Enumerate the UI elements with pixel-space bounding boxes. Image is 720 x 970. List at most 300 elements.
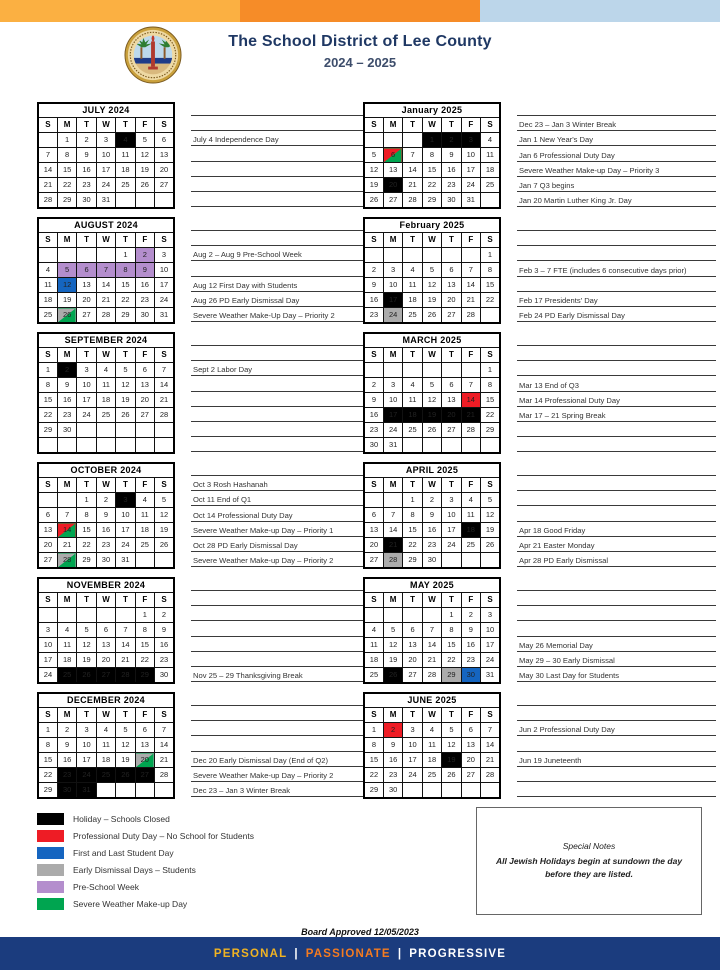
day-cell: 28 bbox=[461, 423, 480, 438]
day-cell: 13 bbox=[135, 738, 154, 753]
weekday-header: F bbox=[461, 708, 480, 723]
day-cell: 21 bbox=[38, 178, 57, 193]
day-cell: 20 bbox=[155, 163, 174, 178]
weekday-header: T bbox=[116, 233, 135, 248]
annotation-line: Oct 11 End of Q1 bbox=[191, 491, 363, 506]
empty-cell bbox=[96, 438, 115, 454]
ruled-line bbox=[191, 652, 363, 667]
day-cell: 26 bbox=[155, 538, 174, 553]
weekday-header: S bbox=[364, 708, 383, 723]
day-cell: 15 bbox=[38, 753, 57, 768]
day-cell: 31 bbox=[96, 193, 115, 209]
ruled-line bbox=[517, 361, 716, 376]
day-cell: 6 bbox=[135, 363, 154, 378]
day-cell: 15 bbox=[116, 278, 135, 293]
day-cell: 20 bbox=[364, 538, 383, 553]
ruled-line bbox=[191, 422, 363, 437]
month-title: JUNE 2025 bbox=[364, 693, 500, 708]
month-block-january-2025 bbox=[363, 102, 716, 209]
ruled-line bbox=[191, 376, 363, 391]
footer-word: | bbox=[294, 947, 299, 960]
calendar-table-february-2025 bbox=[363, 217, 501, 324]
month-title: NOVEMBER 2024 bbox=[38, 578, 174, 593]
day-cell: 2 bbox=[96, 493, 115, 508]
empty-cell bbox=[461, 553, 480, 569]
day-cell: 14 bbox=[38, 163, 57, 178]
weekday-header: S bbox=[481, 478, 500, 493]
day-cell: 21 bbox=[422, 653, 441, 668]
annotation-line: Apr 18 Good Friday bbox=[517, 522, 716, 537]
day-cell: 12 bbox=[383, 638, 402, 653]
day-cell: 4 bbox=[135, 493, 154, 508]
day-cell: 24 bbox=[461, 178, 480, 193]
day-cell: 17 bbox=[116, 523, 135, 538]
day-cell: 3 bbox=[38, 623, 57, 638]
day-cell: 30 bbox=[461, 668, 480, 684]
weekday-header: S bbox=[364, 478, 383, 493]
day-cell: 25 bbox=[38, 308, 57, 324]
day-cell: 30 bbox=[383, 783, 402, 799]
legend-item bbox=[37, 881, 476, 893]
day-cell: 23 bbox=[155, 653, 174, 668]
calendar-table-august-2024 bbox=[37, 217, 175, 324]
day-cell: 23 bbox=[383, 768, 402, 783]
day-cell: 14 bbox=[383, 523, 402, 538]
weekday-header: T bbox=[116, 478, 135, 493]
day-cell: 17 bbox=[461, 163, 480, 178]
day-cell: 3 bbox=[116, 493, 135, 508]
day-cell: 27 bbox=[135, 768, 154, 783]
weekday-header: T bbox=[116, 708, 135, 723]
day-cell: 14 bbox=[116, 638, 135, 653]
empty-cell bbox=[96, 608, 115, 623]
day-cell: 25 bbox=[116, 178, 135, 193]
day-cell: 23 bbox=[96, 538, 115, 553]
day-cell: 14 bbox=[422, 638, 441, 653]
day-cell: 20 bbox=[135, 393, 154, 408]
day-cell: 15 bbox=[57, 163, 76, 178]
day-cell: 15 bbox=[135, 638, 154, 653]
day-cell: 22 bbox=[135, 653, 154, 668]
day-cell: 4 bbox=[364, 623, 383, 638]
day-cell: 1 bbox=[481, 363, 500, 378]
day-cell: 25 bbox=[481, 178, 500, 193]
weekday-header: M bbox=[383, 478, 402, 493]
day-cell: 22 bbox=[38, 768, 57, 783]
day-cell: 25 bbox=[96, 408, 115, 423]
weekday-header: T bbox=[442, 348, 461, 363]
day-cell: 5 bbox=[422, 378, 441, 393]
empty-cell bbox=[96, 248, 115, 263]
weekday-header: T bbox=[403, 233, 422, 248]
day-cell: 12 bbox=[135, 148, 154, 163]
day-cell: 4 bbox=[422, 723, 441, 738]
day-cell: 16 bbox=[77, 163, 96, 178]
empty-cell bbox=[155, 193, 174, 209]
day-cell: 10 bbox=[96, 148, 115, 163]
footer-motto bbox=[214, 948, 506, 960]
weekday-header: T bbox=[77, 118, 96, 133]
day-cell: 12 bbox=[155, 508, 174, 523]
day-cell: 7 bbox=[422, 623, 441, 638]
footer-word: PERSONAL bbox=[213, 947, 288, 960]
day-cell: 11 bbox=[422, 738, 441, 753]
day-cell: 9 bbox=[155, 623, 174, 638]
day-cell: 22 bbox=[422, 178, 441, 193]
day-cell: 24 bbox=[383, 423, 402, 438]
weekday-header: W bbox=[422, 348, 441, 363]
day-cell: 26 bbox=[116, 408, 135, 423]
month-annotations-december-2024 bbox=[191, 705, 363, 799]
day-cell: 15 bbox=[77, 523, 96, 538]
empty-cell bbox=[403, 133, 422, 148]
day-cell: 21 bbox=[383, 538, 402, 553]
day-cell: 17 bbox=[383, 293, 402, 308]
empty-cell bbox=[135, 438, 154, 454]
day-cell: 18 bbox=[422, 753, 441, 768]
day-cell: 28 bbox=[155, 768, 174, 783]
day-cell: 5 bbox=[77, 623, 96, 638]
month-title: SEPTEMBER 2024 bbox=[38, 333, 174, 348]
day-cell: 19 bbox=[442, 753, 461, 768]
month-annotations-february-2025 bbox=[517, 230, 716, 324]
ruled-line bbox=[191, 116, 363, 131]
month-block-april-2025 bbox=[363, 462, 716, 569]
ruled-line bbox=[191, 392, 363, 407]
day-cell: 13 bbox=[442, 278, 461, 293]
weekday-header: W bbox=[422, 233, 441, 248]
weekday-header: T bbox=[77, 593, 96, 608]
annotation-line: Dec 23 – Jan 3 Winter Break bbox=[517, 116, 716, 131]
empty-cell bbox=[481, 438, 500, 454]
day-cell: 25 bbox=[364, 668, 383, 684]
day-cell: 8 bbox=[38, 738, 57, 753]
day-cell: 8 bbox=[77, 508, 96, 523]
day-cell: 17 bbox=[155, 278, 174, 293]
annotation-line: Dec 23 – Jan 3 Winter Break bbox=[191, 782, 363, 797]
ruled-line bbox=[191, 192, 363, 207]
day-cell: 7 bbox=[96, 263, 115, 278]
day-cell: 17 bbox=[96, 163, 115, 178]
weekday-header: S bbox=[364, 593, 383, 608]
weekday-header: T bbox=[116, 593, 135, 608]
ruled-line bbox=[517, 506, 716, 521]
day-cell: 20 bbox=[442, 408, 461, 423]
annotation-line: Apr 28 PD Early Dismissal bbox=[517, 552, 716, 567]
annotation-line: Aug 26 PD Early Dismissal Day bbox=[191, 292, 363, 307]
day-cell: 3 bbox=[77, 363, 96, 378]
day-cell: 9 bbox=[461, 623, 480, 638]
empty-cell bbox=[57, 248, 76, 263]
annotation-line: May 30 Last Day for Students bbox=[517, 667, 716, 682]
day-cell: 5 bbox=[442, 723, 461, 738]
day-cell: 13 bbox=[364, 523, 383, 538]
legend-swatch-icon bbox=[37, 830, 64, 842]
day-cell: 16 bbox=[57, 753, 76, 768]
day-cell: 10 bbox=[481, 623, 500, 638]
day-cell: 12 bbox=[422, 278, 441, 293]
day-cell: 28 bbox=[461, 308, 480, 324]
day-cell: 20 bbox=[38, 538, 57, 553]
day-cell: 11 bbox=[481, 148, 500, 163]
annotation-line: Jun 2 Professional Duty Day bbox=[517, 721, 716, 736]
annotation-line: Nov 25 – 29 Thanksgiving Break bbox=[191, 667, 363, 682]
day-cell: 22 bbox=[481, 408, 500, 423]
legend-label: Pre-School Week bbox=[73, 882, 139, 892]
weekday-header: T bbox=[442, 593, 461, 608]
day-cell: 13 bbox=[38, 523, 57, 538]
footer-word: | bbox=[397, 947, 403, 960]
month-title: DECEMBER 2024 bbox=[38, 693, 174, 708]
empty-cell bbox=[135, 423, 154, 438]
day-cell: 19 bbox=[422, 293, 441, 308]
day-cell: 18 bbox=[135, 523, 154, 538]
day-cell: 5 bbox=[155, 493, 174, 508]
calendar-table-november-2024 bbox=[37, 577, 175, 684]
day-cell: 26 bbox=[422, 308, 441, 324]
ruled-line bbox=[191, 736, 363, 751]
day-cell: 12 bbox=[116, 378, 135, 393]
ruled-line bbox=[191, 407, 363, 422]
empty-cell bbox=[403, 248, 422, 263]
day-cell: 28 bbox=[403, 193, 422, 209]
day-cell: 21 bbox=[461, 408, 480, 423]
empty-cell bbox=[442, 248, 461, 263]
day-cell: 6 bbox=[96, 623, 115, 638]
empty-cell bbox=[403, 363, 422, 378]
day-cell: 25 bbox=[403, 423, 422, 438]
day-cell: 9 bbox=[364, 393, 383, 408]
day-cell: 25 bbox=[96, 768, 115, 783]
day-cell: 26 bbox=[116, 768, 135, 783]
day-cell: 9 bbox=[383, 738, 402, 753]
weekday-header: T bbox=[403, 348, 422, 363]
day-cell: 19 bbox=[57, 293, 76, 308]
day-cell: 16 bbox=[57, 393, 76, 408]
day-cell: 5 bbox=[116, 363, 135, 378]
day-cell: 11 bbox=[461, 508, 480, 523]
day-cell: 31 bbox=[481, 668, 500, 684]
day-cell: 27 bbox=[38, 553, 57, 569]
empty-cell bbox=[383, 133, 402, 148]
empty-cell bbox=[422, 608, 441, 623]
day-cell: 6 bbox=[403, 623, 422, 638]
day-cell: 15 bbox=[38, 393, 57, 408]
day-cell: 1 bbox=[422, 133, 441, 148]
day-cell: 2 bbox=[364, 378, 383, 393]
day-cell: 3 bbox=[96, 133, 115, 148]
day-cell: 28 bbox=[481, 768, 500, 783]
month-annotations-march-2025 bbox=[517, 345, 716, 454]
legend-label: Holiday – Schools Closed bbox=[73, 814, 170, 824]
day-cell: 17 bbox=[403, 753, 422, 768]
day-cell: 20 bbox=[442, 293, 461, 308]
month-title: JULY 2024 bbox=[38, 103, 174, 118]
day-cell: 8 bbox=[481, 263, 500, 278]
empty-cell bbox=[57, 493, 76, 508]
special-notes-box bbox=[476, 807, 702, 915]
day-cell: 23 bbox=[57, 768, 76, 783]
day-cell: 4 bbox=[116, 133, 135, 148]
day-cell: 2 bbox=[77, 133, 96, 148]
ruled-line bbox=[517, 476, 716, 491]
day-cell: 13 bbox=[96, 638, 115, 653]
annotation-line: Feb 24 PD Early Dismissal Day bbox=[517, 307, 716, 322]
empty-cell bbox=[481, 308, 500, 324]
calendar-table-april-2025 bbox=[363, 462, 501, 569]
annotation-line: Jan 6 Professional Duty Day bbox=[517, 146, 716, 161]
weekday-header: W bbox=[96, 708, 115, 723]
day-cell: 24 bbox=[155, 293, 174, 308]
empty-cell bbox=[481, 783, 500, 799]
day-cell: 10 bbox=[38, 638, 57, 653]
ruled-line bbox=[517, 782, 716, 797]
day-cell: 24 bbox=[38, 668, 57, 684]
empty-cell bbox=[77, 423, 96, 438]
day-cell: 6 bbox=[383, 148, 402, 163]
weekday-header: W bbox=[96, 593, 115, 608]
empty-cell bbox=[442, 553, 461, 569]
ruled-line bbox=[191, 231, 363, 246]
weekday-header: M bbox=[383, 348, 402, 363]
day-cell: 9 bbox=[135, 263, 154, 278]
day-cell: 16 bbox=[364, 408, 383, 423]
legend-swatch-icon bbox=[37, 881, 64, 893]
empty-cell bbox=[38, 438, 57, 454]
annotation-line: Feb 17 Presidents' Day bbox=[517, 292, 716, 307]
empty-cell bbox=[422, 363, 441, 378]
day-cell: 8 bbox=[442, 623, 461, 638]
day-cell: 29 bbox=[77, 553, 96, 569]
day-cell: 15 bbox=[481, 278, 500, 293]
month-title: AUGUST 2024 bbox=[38, 218, 174, 233]
day-cell: 20 bbox=[383, 178, 402, 193]
empty-cell bbox=[96, 423, 115, 438]
day-cell: 11 bbox=[96, 378, 115, 393]
day-cell: 17 bbox=[442, 523, 461, 538]
day-cell: 26 bbox=[77, 668, 96, 684]
ruled-line bbox=[517, 437, 716, 452]
day-cell: 30 bbox=[155, 668, 174, 684]
day-cell: 12 bbox=[77, 638, 96, 653]
weekday-header: F bbox=[135, 348, 154, 363]
day-cell: 12 bbox=[57, 278, 76, 293]
ruled-line bbox=[191, 706, 363, 721]
ruled-line bbox=[191, 591, 363, 606]
calendar-table-july-2024 bbox=[37, 102, 175, 209]
empty-cell bbox=[364, 493, 383, 508]
weekday-header: S bbox=[38, 118, 57, 133]
day-cell: 1 bbox=[364, 723, 383, 738]
month-annotations-august-2024 bbox=[191, 230, 363, 324]
day-cell: 10 bbox=[442, 508, 461, 523]
day-cell: 17 bbox=[38, 653, 57, 668]
annotation-line: Severe Weather Make-up Day – Priority 3 bbox=[517, 162, 716, 177]
month-block-july-2024 bbox=[37, 102, 363, 209]
weekday-header: F bbox=[461, 118, 480, 133]
day-cell: 3 bbox=[461, 133, 480, 148]
empty-cell bbox=[77, 248, 96, 263]
month-annotations-november-2024 bbox=[191, 590, 363, 684]
weekday-header: T bbox=[77, 708, 96, 723]
day-cell: 23 bbox=[364, 308, 383, 324]
day-cell: 5 bbox=[383, 623, 402, 638]
annotation-line: Oct 28 PD Early Dismissal Day bbox=[191, 537, 363, 552]
day-cell: 31 bbox=[461, 193, 480, 209]
day-cell: 6 bbox=[38, 508, 57, 523]
day-cell: 3 bbox=[403, 723, 422, 738]
day-cell: 2 bbox=[135, 248, 154, 263]
day-cell: 17 bbox=[77, 753, 96, 768]
day-cell: 26 bbox=[422, 423, 441, 438]
annotation-line: Mar 17 – 21 Spring Break bbox=[517, 407, 716, 422]
day-cell: 2 bbox=[442, 133, 461, 148]
day-cell: 31 bbox=[155, 308, 174, 324]
day-cell: 21 bbox=[481, 753, 500, 768]
weekday-header: W bbox=[422, 478, 441, 493]
day-cell: 7 bbox=[481, 723, 500, 738]
day-cell: 24 bbox=[383, 308, 402, 324]
calendar-table-june-2025 bbox=[363, 692, 501, 799]
empty-cell bbox=[422, 783, 441, 799]
day-cell: 12 bbox=[442, 738, 461, 753]
day-cell: 10 bbox=[461, 148, 480, 163]
day-cell: 14 bbox=[461, 278, 480, 293]
calendar-table-october-2024 bbox=[37, 462, 175, 569]
day-cell: 11 bbox=[96, 738, 115, 753]
day-cell: 26 bbox=[364, 193, 383, 209]
day-cell: 27 bbox=[461, 768, 480, 783]
day-cell: 24 bbox=[116, 538, 135, 553]
day-cell: 6 bbox=[77, 263, 96, 278]
day-cell: 27 bbox=[442, 308, 461, 324]
day-cell: 29 bbox=[57, 193, 76, 209]
weekday-header: T bbox=[442, 118, 461, 133]
day-cell: 3 bbox=[77, 723, 96, 738]
annotation-line: Jan 20 Martin Luther King Jr. Day bbox=[517, 192, 716, 207]
day-cell: 30 bbox=[364, 438, 383, 454]
day-cell: 25 bbox=[422, 768, 441, 783]
day-cell: 16 bbox=[135, 278, 154, 293]
day-cell: 30 bbox=[442, 193, 461, 209]
day-cell: 15 bbox=[481, 393, 500, 408]
day-cell: 14 bbox=[155, 378, 174, 393]
weekday-header: S bbox=[481, 348, 500, 363]
month-block-may-2025 bbox=[363, 577, 716, 684]
weekday-header: S bbox=[155, 478, 174, 493]
day-cell: 11 bbox=[364, 638, 383, 653]
annotation-line: May 29 – 30 Early Dismissal bbox=[517, 652, 716, 667]
day-cell: 8 bbox=[135, 623, 154, 638]
month-title: APRIL 2025 bbox=[364, 463, 500, 478]
board-approved-text: Board Approved 12/05/2023 bbox=[301, 927, 419, 937]
empty-cell bbox=[96, 783, 115, 799]
day-cell: 21 bbox=[57, 538, 76, 553]
day-cell: 8 bbox=[364, 738, 383, 753]
day-cell: 3 bbox=[155, 248, 174, 263]
footer-word: PASSIONATE bbox=[305, 947, 391, 960]
day-cell: 3 bbox=[442, 493, 461, 508]
day-cell: 11 bbox=[57, 638, 76, 653]
day-cell: 4 bbox=[38, 263, 57, 278]
day-cell: 26 bbox=[481, 538, 500, 553]
day-cell: 4 bbox=[96, 723, 115, 738]
month-annotations-april-2025 bbox=[517, 475, 716, 569]
weekday-header: T bbox=[403, 118, 422, 133]
day-cell: 5 bbox=[422, 263, 441, 278]
day-cell: 7 bbox=[38, 148, 57, 163]
annotation-line: Jan 1 New Year's Day bbox=[517, 131, 716, 146]
